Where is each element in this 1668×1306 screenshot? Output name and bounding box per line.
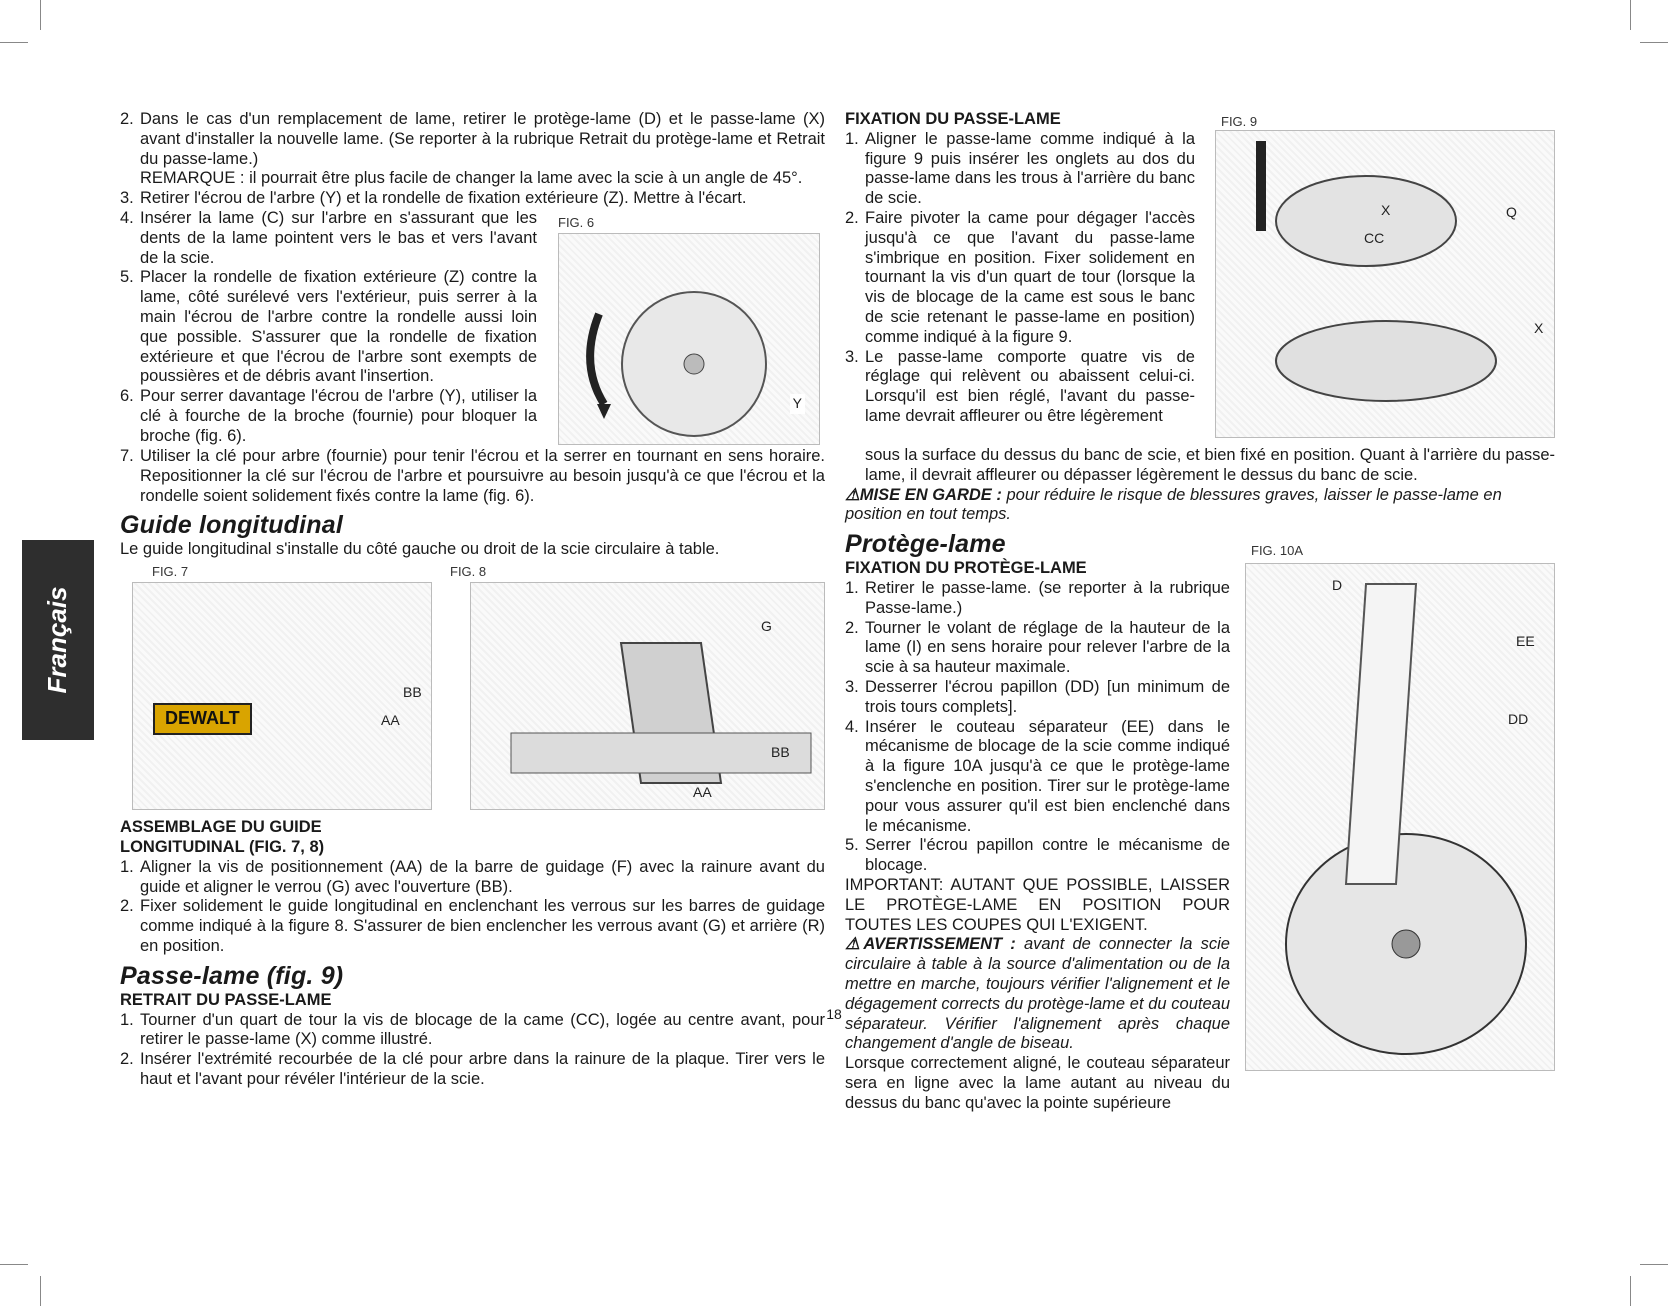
list-item: 2. Tourner le volant de réglage de la hauteur de la lame (I) en sens horaire pour relever l'arbre de la scie à sa hauteur maximale.	[845, 618, 1230, 677]
fig9-callout-cc: CC	[1364, 230, 1385, 246]
fig10a-label: FIG. 10A	[1251, 543, 1304, 559]
fig9-block	[845, 110, 1555, 446]
fig10a-block	[845, 529, 1555, 1112]
blade-guard-illustration	[1246, 564, 1556, 1072]
fig8-callout-bb: BB	[771, 744, 790, 761]
page-number: 18	[826, 1006, 842, 1022]
throat-plate-illustration	[1216, 131, 1556, 439]
assemblage-title	[120, 818, 825, 858]
list-item: 2. Fixer solidement le guide longitudinal en enclenchant les verrous sur les barres de guidage comme indiqué à la figure 8. S'assurer de bien enclencher les verrous avant (G) et arrière (R) en position.	[120, 897, 825, 955]
fig6-callout-y: Y	[790, 394, 805, 414]
saw-blade-illustration	[559, 234, 821, 446]
assemblage-title-line2: LONGITUDINAL (FIG. 7, 8)	[120, 837, 325, 856]
list-item: 3. Le passe-lame comporte quatre vis de réglage qui relèvent ou abaissent celui-ci. Lorsqu'il est bien réglé, l'avant du passe-lame devrait affleurer ou être légèrement	[845, 347, 1195, 425]
fig8-label: FIG. 8	[450, 564, 487, 580]
avertissement-label: AVERTISSEMENT :	[863, 935, 1016, 954]
blade-steps-3	[120, 189, 825, 209]
list-item: 1. Aligner le passe-lame comme indiqué à la figure 9 puis insérer les onglets au dos du passe-lame dans les trous à l'arrière du banc de scie.	[845, 129, 1195, 208]
list-item: 2. Dans le cas d'un remplacement de lame, retirer le protège-lame (D) et le passe-lame (X) avant d'installer la nouvelle lame. (Se reporter à la rubrique Retrait du protège-lame et Retrait du passe-lame.)	[120, 110, 825, 168]
list-item: 1. Tourner d'un quart de tour la vis de blocage de la came (CC), logée au centre avant, pour retirer le passe-lame (X) comme illustré.	[120, 1010, 825, 1049]
fig9-callout-x2: X	[1534, 320, 1544, 336]
fixation-passe-title: FIXATION DU PASSE-LAME	[845, 110, 1061, 128]
guide-title: Guide longitudinal	[120, 511, 344, 540]
list-item: 5. Serrer l'écrou papillon contre le mécanisme de blocage.	[845, 836, 1230, 875]
crop-mark	[40, 0, 41, 30]
language-tab	[22, 540, 94, 740]
fig9-callout-q: Q	[1506, 204, 1517, 220]
protege-lame-title: Protège-lame	[845, 530, 1006, 559]
fig9-label: FIG. 9	[1221, 114, 1258, 129]
avertissement-text: avant de connecter la scie circulaire à table à la source d'alimentation ou de la mettre en marche, toujours vérifier l'alignement et le dégagement corrects du protège-lame et du couteau séparateur. Vérifier l'alignement après chaque changement d'angle de biseau.	[845, 935, 1230, 1053]
list-item: 2. Faire pivoter la came pour dégager l'accès jusqu'à ce que l'avant du passe-lame s'imbrique en position. Fixer solidement en tournant la vis d'un quart de tour (lorsque la vis de blocage de la came est sous le banc de scie retenant le passe-lame en position) comme indiqué à la figure 9.	[845, 208, 1195, 346]
list-item: 3. Retirer l'écrou de l'arbre (Y) et la rondelle de fixation extérieure (Z). Mettre à l'écart.	[120, 189, 747, 208]
right-column	[845, 110, 1555, 1112]
crop-mark	[1630, 1276, 1631, 1306]
retrait-title: RETRAIT DU PASSE-LAME	[120, 990, 332, 1009]
fig8-callout-aa: AA	[693, 784, 712, 801]
avertissement	[845, 935, 1230, 1054]
fig10a-callout-d: D	[1332, 577, 1343, 594]
crop-mark	[0, 42, 28, 43]
list-item: 1. Aligner la vis de positionnement (AA) de la barre de guidage (F) avec la rainure avant du guide et aligner le verrou (G) avec l'ouverture (BB).	[120, 857, 825, 896]
blade-step-7	[120, 447, 825, 506]
left-column	[120, 110, 825, 1090]
fixation-protege-title: FIXATION DU PROTÈGE-LAME	[845, 559, 1087, 578]
fig6-block	[120, 209, 825, 447]
mise-en-garde-text: pour réduire le risque de blessures graves, laisser le passe-lame en position en tout temps.	[845, 485, 1502, 524]
list-item: 4. Insérer le couteau séparateur (EE) dans le mécanisme de blocage de la scie comme indiqué à la figure 10A jusqu'à ce que le protège-lame s'enclenche en position. Tirer sur le protège-lame pour vous assurer qu'il est bien enclenché dans le mécanisme.	[845, 717, 1230, 835]
fixation-passe-steps	[845, 130, 1195, 427]
mise-en-garde-label: MISE EN GARDE :	[859, 485, 1002, 504]
list-item: 7. Utiliser la clé pour arbre (fournie) pour tenir l'écrou et la serrer en tournant en sens horaire. Repositionner la clé sur l'écrou de l'arbre et poursuivre au besoin jusqu'à ce que l'écrou et la rondelle soient solidement fixés contre la lame (fig. 6).	[120, 446, 825, 505]
fig9-callout-x: X	[1381, 202, 1391, 218]
fig10a-callout-ee: EE	[1516, 633, 1535, 650]
fig7-fig8-row	[120, 560, 825, 810]
fig10a-callout-dd: DD	[1508, 711, 1529, 728]
list-item: 4. Insérer la lame (C) sur l'arbre en s'assurant que les dents de la lame pointent vers le bas et vers l'avant de la scie.	[120, 208, 537, 267]
assemblage-steps	[120, 858, 825, 957]
dewalt-logo: DEWALT	[153, 703, 252, 735]
blade-steps-fig6	[120, 209, 537, 447]
warning-icon: ⚠	[845, 935, 864, 954]
crop-mark	[0, 1264, 28, 1265]
crop-mark	[1630, 0, 1631, 30]
fig6-image	[558, 233, 820, 445]
fig8-callout-g: G	[761, 618, 772, 635]
fig6-label: FIG. 6	[558, 214, 595, 230]
guide-intro: Le guide longitudinal s'installe du côté gauche ou droit de la scie circulaire à table.	[120, 540, 720, 559]
fig7-callout-aa: AA	[381, 712, 400, 729]
crop-mark	[1640, 42, 1668, 43]
crop-mark	[40, 1276, 41, 1306]
language-tab-label: Français	[42, 586, 73, 694]
important-note: IMPORTANT: AUTANT QUE POSSIBLE, LAISSER LE PROTÈGE-LAME EN POSITION POUR TOUTES LES COUPES QUI L'EXIGENT.	[845, 875, 1230, 934]
passe-step3-continued: sous la surface du dessus du banc de scie, et bien fixé en position. Quant à l'arrière du passe-lame, il devrait affleurer ou dépasser légèrement le dessus du banc de scie.	[865, 446, 1555, 484]
protege-steps	[845, 579, 1230, 876]
assemblage-title-line1: ASSEMBLAGE DU GUIDE	[120, 818, 322, 837]
warning-icon: ⚠	[845, 485, 860, 504]
blade-steps-top	[120, 110, 825, 169]
final-paragraph: Lorsque correctement aligné, le couteau séparateur sera en ligne avec la lame autant au niveau du dessus du banc qu'avec la pointe supérieure	[845, 1054, 1230, 1112]
passe-lame-title: Passe-lame (fig. 9)	[120, 961, 344, 990]
fig7-label: FIG. 7	[152, 564, 189, 580]
fig10a-image	[1245, 563, 1555, 1071]
list-item: 3. Desserrer l'écrou papillon (DD) [un minimum de trois tours complets].	[845, 677, 1230, 716]
fig8-image	[470, 582, 825, 810]
crop-mark	[1640, 1264, 1668, 1265]
mise-en-garde	[845, 486, 1555, 526]
fig7-image	[132, 582, 432, 810]
fence-lock-illustration	[471, 583, 826, 811]
list-item: 1. Retirer le passe-lame. (se reporter à la rubrique Passe-lame.)	[845, 578, 1230, 617]
fig7-callout-bb: BB	[403, 684, 422, 701]
remarque-note: REMARQUE : il pourrait être plus facile de changer la lame avec la scie à un angle de 45°.	[140, 169, 803, 188]
list-item: 5. Placer la rondelle de fixation extérieure (Z) contre la lame, côté surélevé vers l'extérieur, puis serrer à la main l'écrou de l'arbre contre la rondelle aussi loin que possible. S'assurer que la rondelle de fixation extérieure et que l'écrou de l'arbre sont exempts de poussières et de débris avant l'insertion.	[120, 268, 537, 386]
list-item: 6. Pour serrer davantage l'écrou de l'arbre (Y), utiliser la clé à fourche de la broche (fournie) pour bloquer la broche (fig. 6).	[120, 387, 537, 445]
fig9-image	[1215, 130, 1555, 438]
list-item: 2. Insérer l'extrémité recourbée de la clé pour arbre dans la rainure de la plaque. Tirer vers le haut et l'avant pour révéler l'intérieur de la scie.	[120, 1050, 825, 1088]
